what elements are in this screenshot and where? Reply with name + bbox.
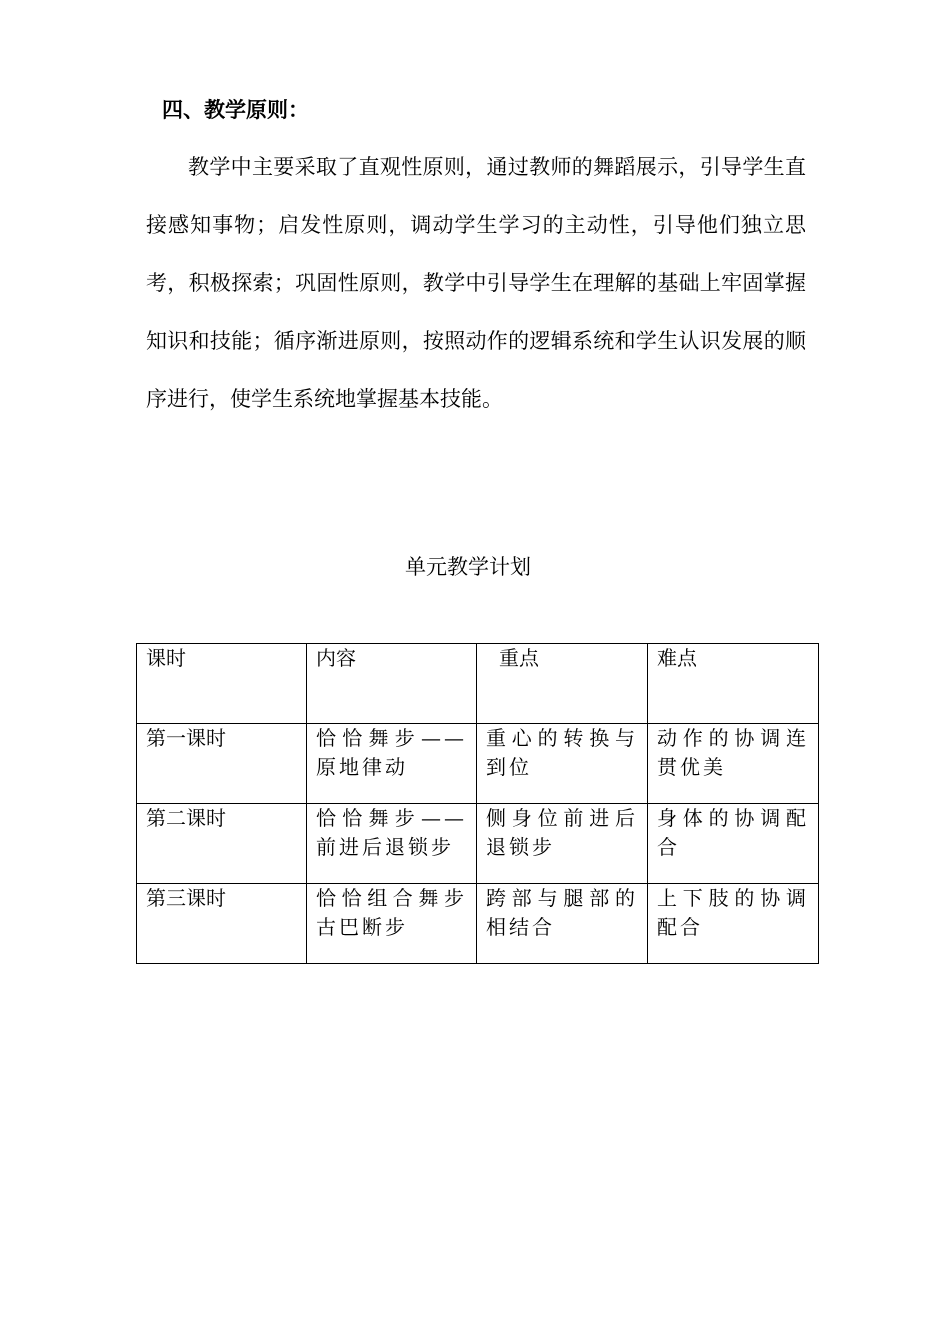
header-cell-content: 内容 [307,644,477,724]
lesson-cell: 第三课时 [137,884,307,964]
content-cell: 恰恰组合舞步古巴断步 [307,884,477,964]
table-row [137,724,819,804]
unit-plan-table [136,643,819,964]
difficulty-cell: 上下肢的协调配合 [648,884,819,964]
lesson-cell: 第二课时 [137,804,307,884]
difficulty-cell: 身体的协调配合 [648,804,819,884]
table-row [137,804,819,884]
header-cell-lesson: 课时 [137,644,307,724]
teaching-principles-paragraph: 教学中主要采取了直观性原则，通过教师的舞蹈展示，引导学生直接感知事物；启发性原则，调动学生学习的主动性，引导他们独立思考，积极探索；巩固性原则，教学中引导学生在理解的基础上牢固掌握知识和技能；循序渐进原则，按照动作的逻辑系统和学生认识发展的顺序进行，使学生系统地掌握基本技能。 [146,155,806,411]
section-heading: 四、教学原则： [162,98,309,122]
header-cell-key-point: 重点 [477,644,648,724]
difficulty-cell: 动作的协调连贯优美 [648,724,819,804]
content-cell: 恰恰舞步——前进后退锁步 [307,804,477,884]
table-header-row [137,644,819,724]
lesson-cell: 第一课时 [137,724,307,804]
header-cell-difficulty: 难点 [648,644,819,724]
table-title: 单元教学计划 [405,555,531,579]
key-point-cell: 侧身位前进后退锁步 [477,804,648,884]
key-point-cell: 跨部与腿部的相结合 [477,884,648,964]
content-cell: 恰恰舞步——原地律动 [307,724,477,804]
key-point-cell: 重心的转换与到位 [477,724,648,804]
table-row [137,884,819,964]
